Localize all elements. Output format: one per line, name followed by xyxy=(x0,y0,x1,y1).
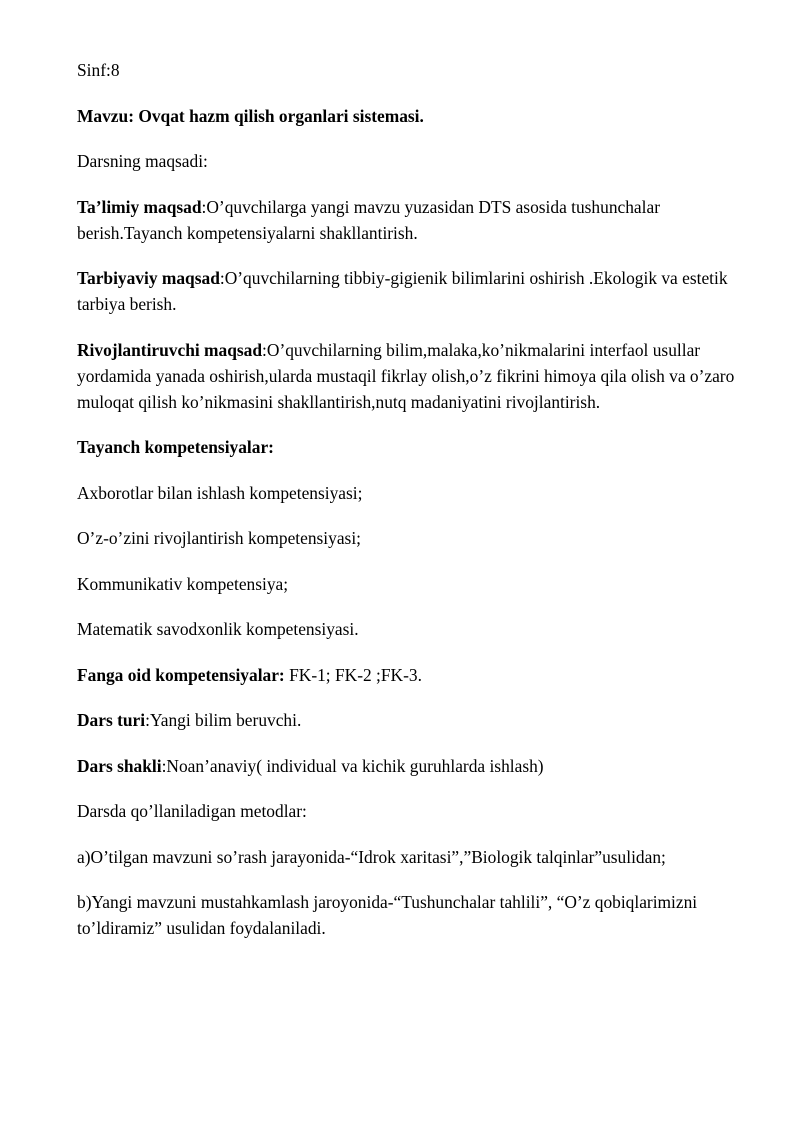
method-item: b)Yangi mavzuni mustahkamlash jaroyonida-“Tushunchalar tahlili”, “O’z qobiqlarimizni to’ldiramiz” usulidan foydalaniladi. xyxy=(77,892,698,938)
subject-competencies-text: FK-1; FK-2 ;FK-3. xyxy=(284,664,422,685)
grade-line: Sinf:8 xyxy=(77,60,120,80)
developmental-goal-text: :O’quvchilarning bilim,malaka,ko’nikmalarini interfaol usullar yordamida yanada oshirish,ularda mustaqil fikrlay olish,o’z fikrini himoya qila olish va o’zaro muloqat qilish ko’nikmasini shakllantirish,nutq madaniyatini rivojlantirish. xyxy=(77,339,735,412)
educational-goal-paragraph xyxy=(77,194,740,246)
developmental-goal-paragraph xyxy=(77,337,740,415)
core-competencies-heading: Tayanch kompetensiyalar: xyxy=(77,437,274,457)
lesson-form-text: :Noan’anaviy( individual va kichik guruhlarda ishlash) xyxy=(161,755,544,776)
educational-goal-label: Ta’limiy maqsad xyxy=(77,196,202,217)
competency-item: Kommunikativ kompetensiya; xyxy=(77,573,289,594)
topic-heading: Mavzu: Ovqat hazm qilish organlari sistemasi. xyxy=(77,105,424,126)
lesson-type-text: :Yangi bilim beruvchi. xyxy=(145,710,302,730)
subject-competencies-paragraph xyxy=(77,662,740,688)
competency-item: Matematik savodxonlik kompetensiyasi. xyxy=(77,619,359,639)
method-item: a)O’tilgan mavzuni so’rash jarayonida-“Idrok xaritasi”,”Biologik talqinlar”usulidan; xyxy=(77,846,666,867)
lesson-type-paragraph xyxy=(77,707,740,733)
developmental-goal-label: Rivojlantiruvchi maqsad xyxy=(77,339,263,360)
upbringing-goal-text: :O’quvchilarning tibbiy-gigienik bilimlarini oshirish .Ekologik va estetik tarbiya berish. xyxy=(77,268,728,314)
lesson-goal-heading: Darsning maqsadi: xyxy=(77,151,208,171)
lesson-form-label: Dars shakli xyxy=(77,755,162,776)
methods-heading: Darsda qo’llaniladigan metodlar: xyxy=(77,801,307,821)
educational-goal-text: :O’quvchilarga yangi mavzu yuzasidan DTS asosida tushunchalar berish.Tayanch kompetensiyalarni shakllantirish. xyxy=(77,196,660,243)
competency-item: Axborotlar bilan ishlash kompetensiyasi; xyxy=(77,482,363,503)
upbringing-goal-label: Tarbiyaviy maqsad xyxy=(77,268,220,288)
competency-item: O’z-o’zini rivojlantirish kompetensiyasi; xyxy=(77,528,361,548)
upbringing-goal-paragraph xyxy=(77,265,740,317)
lesson-type-label: Dars turi xyxy=(77,710,146,730)
subject-competencies-label: Fanga oid kompetensiyalar: xyxy=(77,664,285,685)
lesson-form-paragraph xyxy=(77,753,740,779)
